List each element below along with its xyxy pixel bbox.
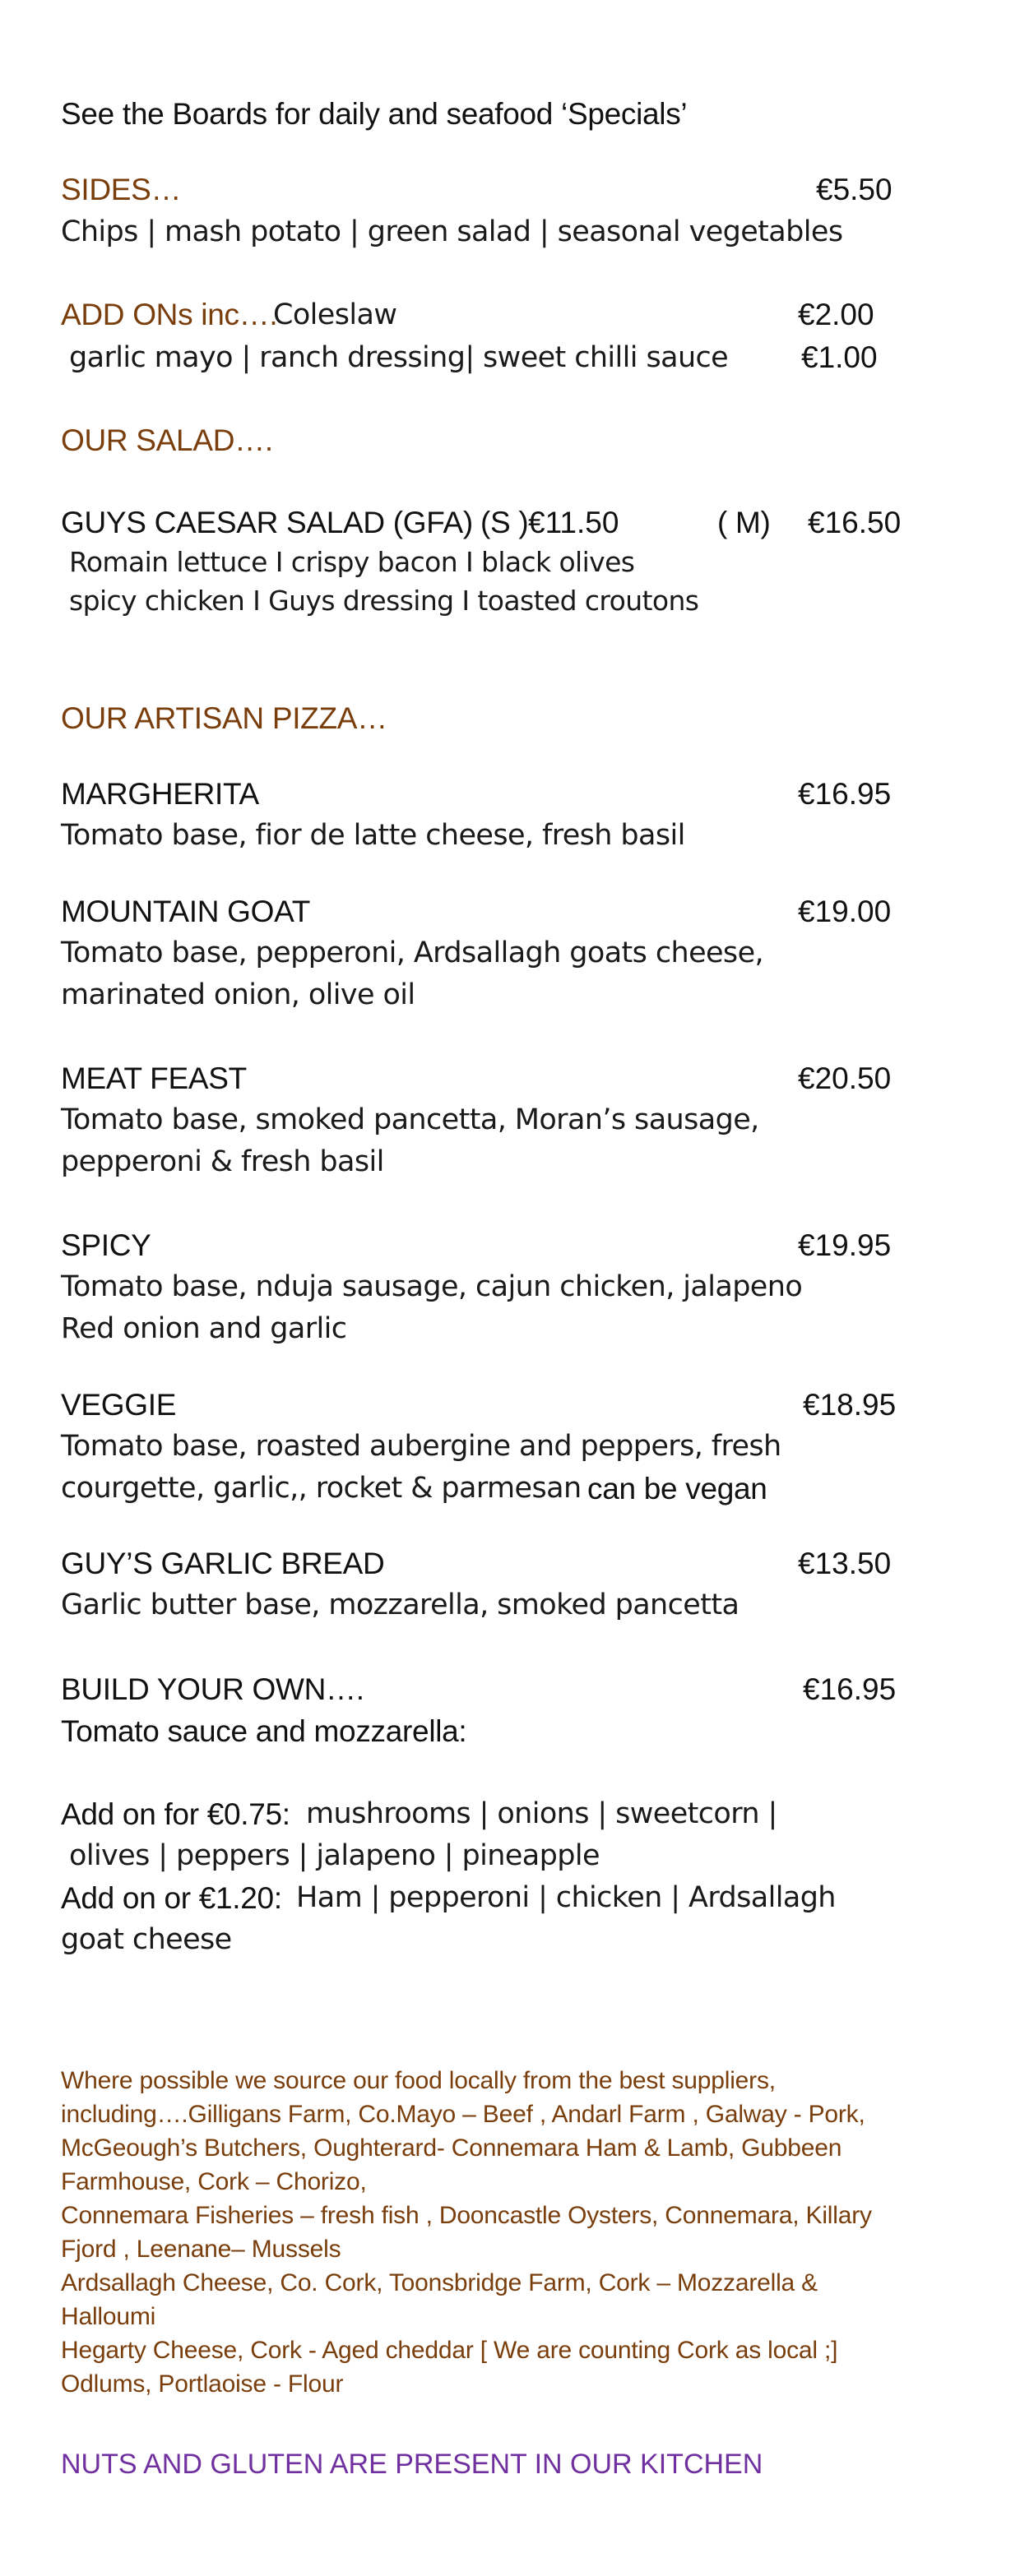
pizza-desc-mountain-goat-2: marinated onion, olive oil	[61, 978, 415, 1011]
pizza-price-garlic-bread: €13.50	[798, 1547, 892, 1580]
pizza-desc-margherita: Tomato base, fior de latte cheese, fresh basil	[61, 819, 685, 852]
addons-price-2: €1.00	[801, 340, 878, 374]
suppliers-line: McGeough’s Butchers, Oughterard- Connemara Ham & Lamb, Gubbeen	[61, 2134, 842, 2162]
pizza-name-veggie: VEGGIE	[61, 1388, 177, 1422]
build-own-price: €16.95	[803, 1672, 897, 1706]
pizza-price-spicy: €19.95	[798, 1228, 892, 1262]
pizza-desc-meat-feast-2: pepperoni & fresh basil	[61, 1145, 384, 1178]
pizza-name-margherita: MARGHERITA	[61, 777, 259, 811]
pizza-price-margherita: €16.95	[798, 777, 892, 811]
sides-items: Chips | mash potato | green salad | seasonal vegetables	[61, 215, 843, 248]
pizza-price-mountain-goat: €19.00	[798, 895, 892, 928]
pizza-name-garlic-bread: GUY’S GARLIC BREAD	[61, 1547, 385, 1580]
build-own-base: Tomato sauce and mozzarella:	[61, 1714, 467, 1748]
build-add2-items: Ham | pepperoni | chicken | Ardsallagh	[296, 1881, 836, 1914]
salad-desc-1: Romain lettuce I crispy bacon I black olives	[69, 546, 635, 578]
salad-medium-label: ( M)	[717, 506, 771, 539]
pizza-price-veggie: €18.95	[803, 1388, 897, 1422]
pizza-desc-spicy-1: Tomato base, nduja sausage, cajun chicken, jalapeno	[61, 1270, 803, 1303]
addons-heading: ADD ONs inc….	[61, 298, 278, 331]
build-add2-items-2: goat cheese	[61, 1923, 232, 1956]
suppliers-line: Farmhouse, Cork – Chorizo,	[61, 2168, 367, 2195]
salad-small-label: (S )	[480, 506, 529, 539]
suppliers-line: Hegarty Cheese, Cork - Aged cheddar [ We are counting Cork as local ;]	[61, 2337, 838, 2364]
pizza-vegan-note: can be vegan	[587, 1472, 767, 1505]
salad-small-price: €11.50	[528, 506, 619, 539]
pizza-desc-spicy-2: Red onion and garlic	[61, 1312, 347, 1345]
pizza-desc-garlic-bread: Garlic butter base, mozzarella, smoked pancetta	[61, 1589, 740, 1621]
salad-medium-price: €16.50	[808, 506, 902, 539]
suppliers-line: Ardsallagh Cheese, Co. Cork, Toonsbridge Farm, Cork – Mozzarella &	[61, 2269, 818, 2296]
addons-sauces: garlic mayo | ranch dressing| sweet chilli sauce	[69, 341, 729, 374]
pizza-desc-veggie-1: Tomato base, roasted aubergine and peppers, fresh	[61, 1430, 781, 1463]
suppliers-line: Halloumi	[61, 2303, 156, 2330]
salad-heading: OUR SALAD….	[61, 423, 273, 457]
suppliers-line: Connemara Fisheries – fresh fish , Dooncastle Oysters, Connemara, Killary	[61, 2202, 872, 2229]
pizza-desc-veggie-2: courgette, garlic,, rocket & parmesan	[61, 1472, 582, 1505]
pizza-desc-mountain-goat-1: Tomato base, pepperoni, Ardsallagh goats cheese,	[61, 937, 764, 969]
suppliers-line: Odlums, Portlaoise - Flour	[61, 2370, 344, 2398]
build-add1-label: Add on for €0.75:	[61, 1797, 290, 1831]
specials-note: See the Boards for daily and seafood ‘Specials’	[61, 97, 688, 131]
addons-price-1: €2.00	[798, 298, 874, 331]
sides-heading: SIDES…	[61, 173, 182, 206]
build-add2-label: Add on or €1.20:	[61, 1881, 282, 1915]
suppliers-line: including….Gilligans Farm, Co.Mayo – Beef , Andarl Farm , Galway - Pork,	[61, 2101, 865, 2128]
pizza-price-meat-feast: €20.50	[798, 1061, 892, 1095]
suppliers-line: Where possible we source our food locally from the best suppliers,	[61, 2067, 776, 2094]
sides-price: €5.50	[816, 173, 892, 206]
pizza-name-mountain-goat: MOUNTAIN GOAT	[61, 895, 311, 928]
pizza-desc-meat-feast-1: Tomato base, smoked pancetta, Moran’s sausage,	[61, 1103, 759, 1136]
suppliers-line: Fjord , Leenane– Mussels	[61, 2236, 341, 2263]
pizza-name-meat-feast: MEAT FEAST	[61, 1061, 247, 1095]
pizza-heading: OUR ARTISAN PIZZA…	[61, 701, 387, 735]
addons-item-coleslaw: Coleslaw	[273, 298, 397, 331]
build-add1-items: mushrooms | onions | sweetcorn |	[306, 1797, 777, 1830]
salad-name: GUYS CAESAR SALAD (GFA)	[61, 506, 473, 539]
build-add1-items-2: olives | peppers | jalapeno | pineapple	[69, 1839, 600, 1872]
pizza-name-spicy: SPICY	[61, 1228, 151, 1262]
build-own-name: BUILD YOUR OWN….	[61, 1672, 364, 1706]
salad-desc-2: spicy chicken I Guys dressing I toasted croutons	[69, 585, 699, 617]
allergen-notice: NUTS AND GLUTEN ARE PRESENT IN OUR KITCHEN	[61, 2449, 763, 2480]
